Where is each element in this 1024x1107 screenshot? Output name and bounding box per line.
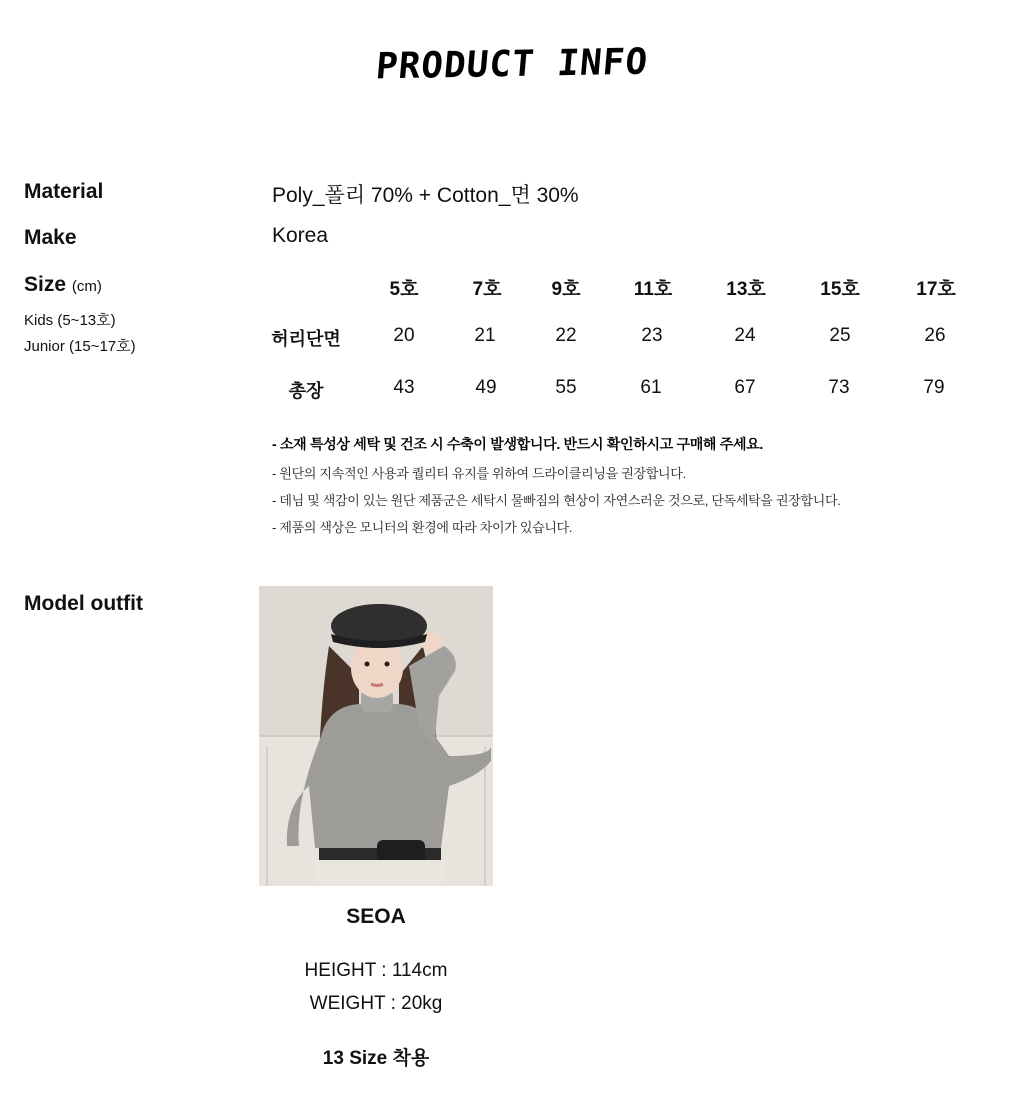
model-weight: WEIGHT : 20kg: [309, 993, 443, 1014]
care-note-denim: - 데님 및 색감이 있는 원단 제품군은 세탁시 물빠짐의 현상이 자연스러운 것으로, 단독세탁을 권장합니다.: [272, 493, 841, 508]
size-kids-range: Kids (5~13호): [24, 312, 116, 329]
make-value: Korea: [272, 224, 329, 247]
size-cell: 23: [641, 325, 663, 346]
size-junior-range: Junior (15~17호): [24, 338, 136, 355]
size-col-5: 5호: [389, 279, 419, 300]
model-outfit-label: Model outfit: [24, 592, 143, 615]
size-cell: 24: [734, 325, 756, 346]
model-size-worn: 13 Size 착용: [322, 1048, 430, 1069]
size-col-15: 15호: [820, 279, 860, 300]
size-cell: 20: [393, 325, 415, 346]
model-name: SEOA: [346, 905, 406, 928]
material-label: Material: [24, 180, 104, 203]
size-row-label-length: 총장: [288, 381, 324, 401]
size-label-text: Size: [24, 273, 67, 296]
size-unit: (cm): [71, 278, 102, 295]
size-cell: 49: [475, 377, 497, 398]
size-col-17: 17호: [916, 279, 956, 300]
model-height: HEIGHT : 114cm: [304, 960, 448, 981]
page-title: PRODUCT INFO: [374, 41, 650, 88]
care-note-color: - 제품의 색상은 모니터의 환경에 따라 차이가 있습니다.: [272, 520, 573, 535]
size-cell: 79: [923, 377, 945, 398]
size-cell: 55: [555, 377, 577, 398]
care-note-dryclean: - 원단의 지속적인 사용과 퀄리티 유지를 위하여 드라이클리닝을 권장합니다.: [272, 466, 686, 481]
size-label: [24, 273, 102, 297]
model-photo: [259, 586, 493, 886]
care-note-shrink: - 소재 특성상 세탁 및 건조 시 수축이 발생합니다. 반드시 확인하시고 구매해 주세요.: [272, 436, 764, 452]
make-label: Make: [24, 226, 77, 249]
size-cell: 21: [474, 325, 496, 346]
size-cell: 26: [924, 325, 946, 346]
material-value: Poly_폴리 70% + Cotton_면 30%: [272, 184, 579, 207]
size-cell: 67: [734, 377, 756, 398]
size-col-9: 9호: [551, 279, 581, 300]
size-cell: 43: [393, 377, 415, 398]
model-photo-illustration: [259, 586, 493, 886]
size-cell: 73: [828, 377, 850, 398]
size-cell: 25: [829, 325, 851, 346]
size-col-7: 7호: [472, 279, 502, 300]
size-cell: 61: [640, 377, 662, 398]
size-col-13: 13호: [726, 279, 766, 300]
size-row-label-waist: 허리단면: [271, 329, 341, 349]
size-col-11: 11호: [633, 279, 673, 300]
size-cell: 22: [555, 325, 577, 346]
